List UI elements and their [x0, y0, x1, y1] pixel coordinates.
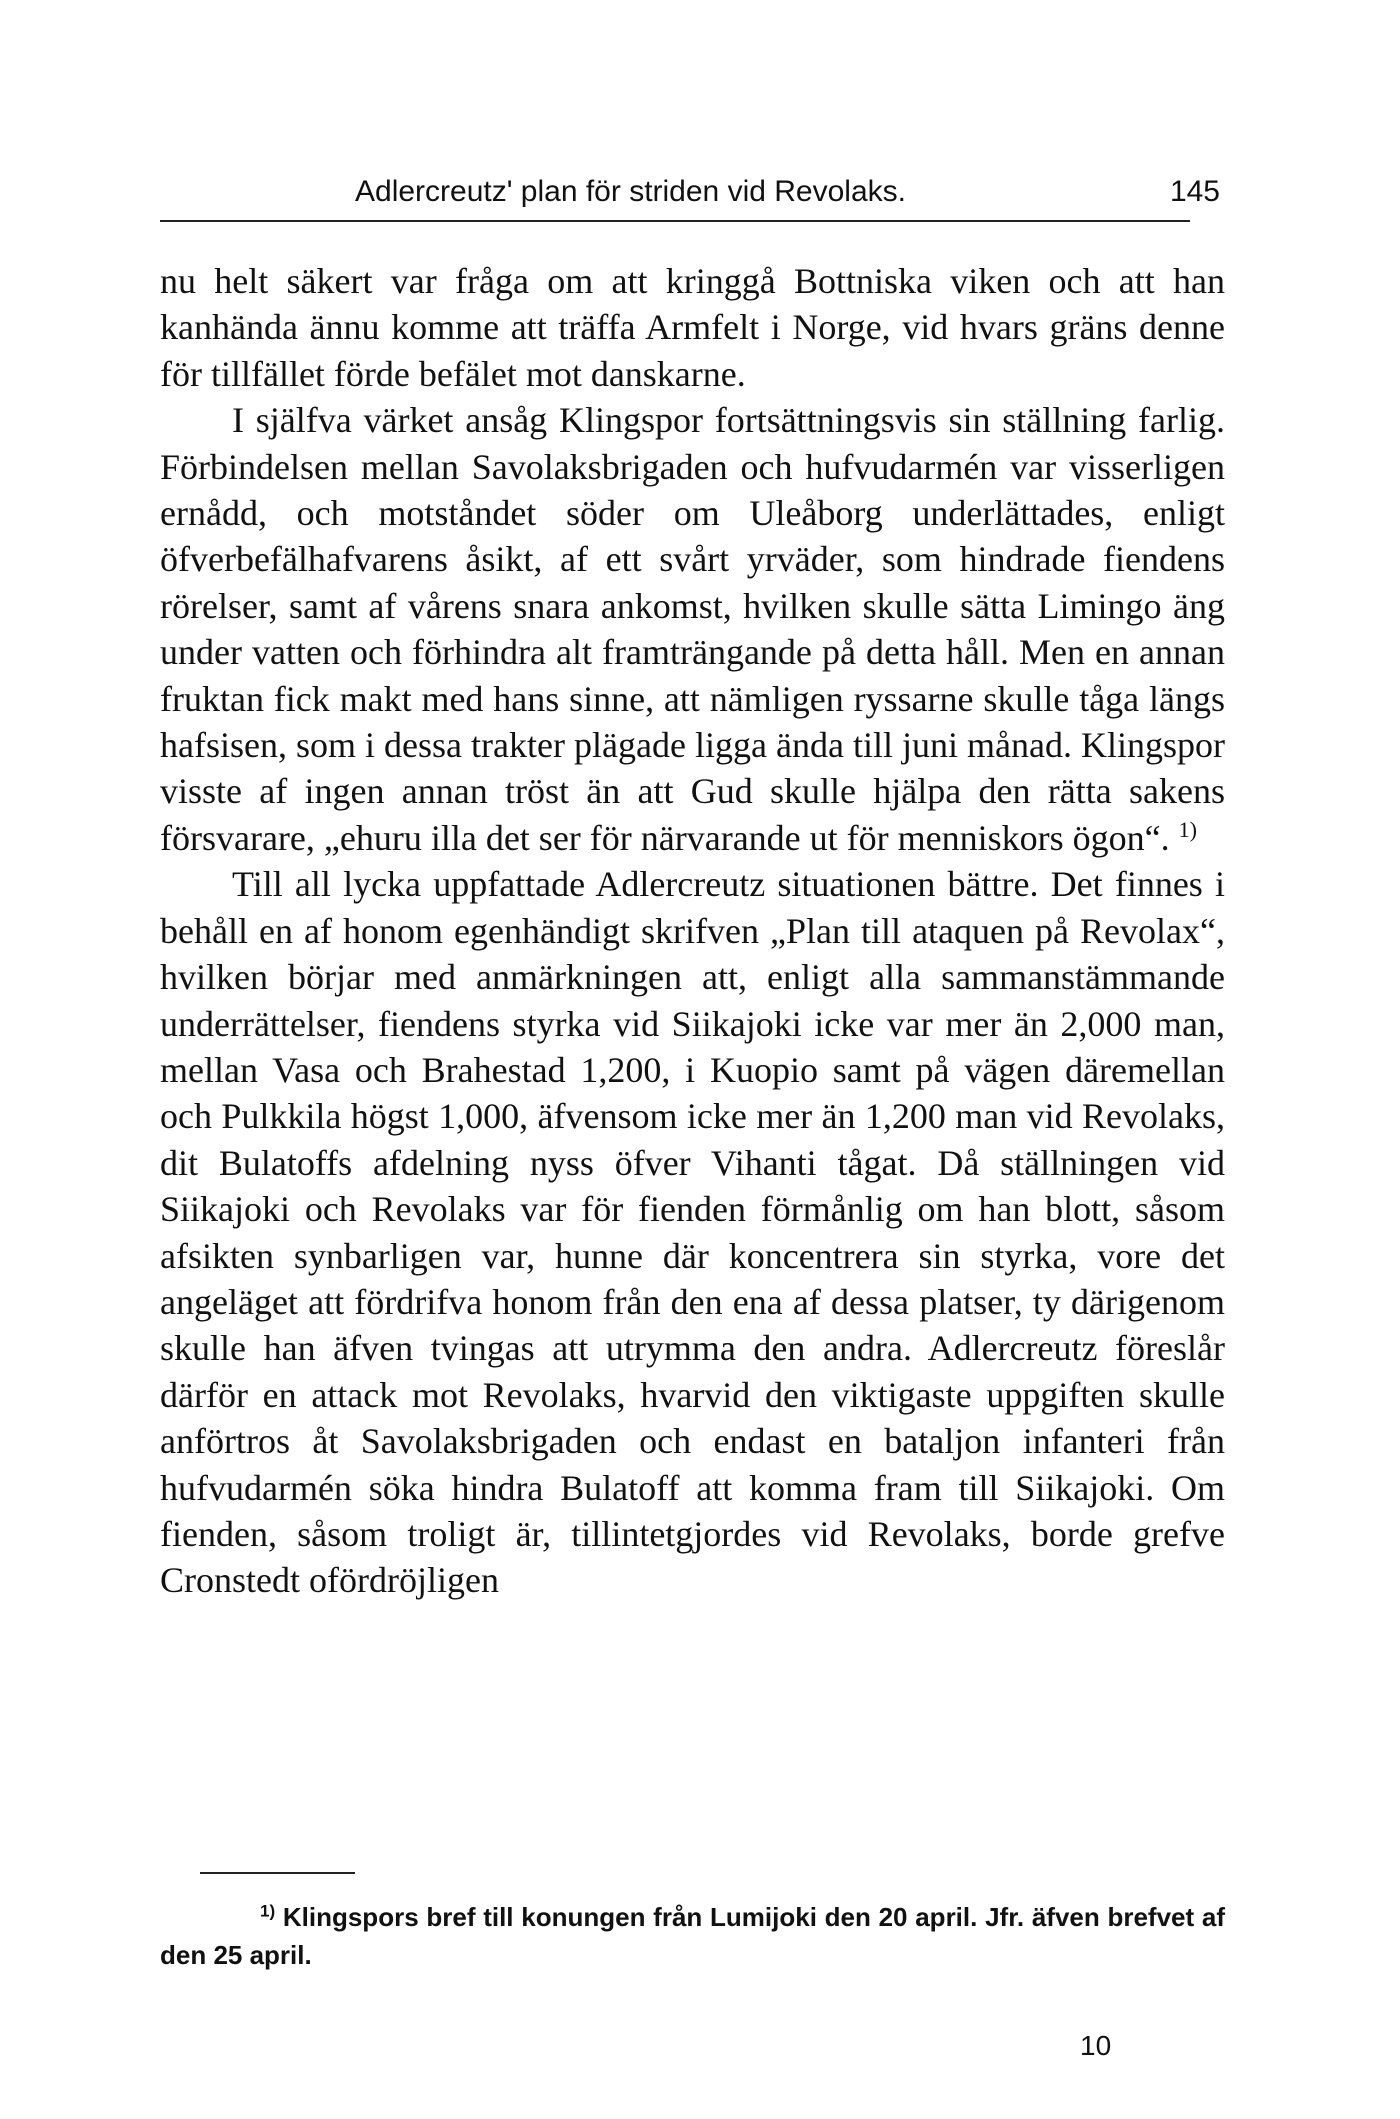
paragraph-2: [160, 397, 1225, 861]
paragraph-3: Till all lycka uppfattade Adlercreutz situationen bättre. Det finnes i behåll en af honom egenhändigt skrifven „Plan till ataquen på Revolax“, hvilken börjar med anmärkningen att, enligt alla sammanstämmande underrättelser, fiendens styrka vid Siikajoki icke var mer än 2,000 man, mellan Vasa och Brahestad 1,200, i Kuopio samt på vägen däremellan och Pulkkila högst 1,000, äfvensom icke mer än 1,200 man vid Revolaks, dit Bulatoffs afdelning nyss öfver Vihanti tågat. Då ställningen vid Siikajoki och Revolaks var för fienden förmånlig om han blott, såsom afsikten synbarligen var, hunne där koncentrera sin styrka, vore det angeläget att fördrifva honom från den ena af dessa platser, ty därigenom skulle han äfven tvingas att utrymma den andra. Adlercreutz föreslår därför en attack mot Revolaks, hvarvid den viktigaste uppgiften skulle anförtros åt Savolaksbrigaden och endast en bataljon infanteri från hufvudarmén söka hindra Bulatoff att komma fram till Siikajoki. Om fienden, såsom troligt är, tillintetgjordes vid Revolaks, borde grefve Cronstedt ofördröjligen: [160, 864, 1225, 1601]
paragraph-2-text: I själfva värket ansåg Klingspor fortsättningsvis sin ställning farlig. Förbindelsen mellan Savolaksbrigaden och hufvudarmén var visserligen ernådd, och motståndet söder om Uleåborg underlättades, enligt öfverbefälhafvarens åsikt, af ett svårt yrväder, som hindrade fiendens rörelser, samt af vårens snara ankomst, hvilken skulle sätta Limingo äng under vatten och förhindra alt framträngande på detta håll. Men en annan fruktan fick makt med hans sinne, att nämligen ryssarne skulle tåga längs hafsisen, som i dessa trakter plägade ligga ända till juni månad. Klingspor visste af ingen annan tröst än att Gud skulle hjälpa den rätta sakens försvarare, „ehuru illa det ser för närvarande ut för menniskors ögon“.: [160, 400, 1225, 858]
page-number: 145: [1169, 175, 1220, 208]
footnote: [160, 1898, 1225, 1974]
header-rule: [160, 220, 1190, 222]
footnote-marker: 1): [260, 1901, 276, 1921]
running-title: Adlercreutz' plan för striden vid Revolaks.: [355, 175, 906, 208]
footnote-text: Klingspors bref till konungen från Lumijoki den 20 april. Jfr. äfven brefvet af den 25 april.: [160, 1902, 1225, 1970]
body-text: [160, 258, 1225, 1604]
signature-mark: 10: [1080, 2030, 1112, 2061]
footnote-reference: 1): [1178, 816, 1197, 842]
running-head: [160, 175, 1220, 215]
footnote-rule: [200, 1872, 355, 1874]
paragraph-1: nu helt säkert var fråga om att kringgå Bottniska viken och att han kanhända ännu komme att träffa Armfelt i Norge, vid hvars gräns denne för tillfället förde befälet mot danskarne.: [160, 261, 1225, 394]
